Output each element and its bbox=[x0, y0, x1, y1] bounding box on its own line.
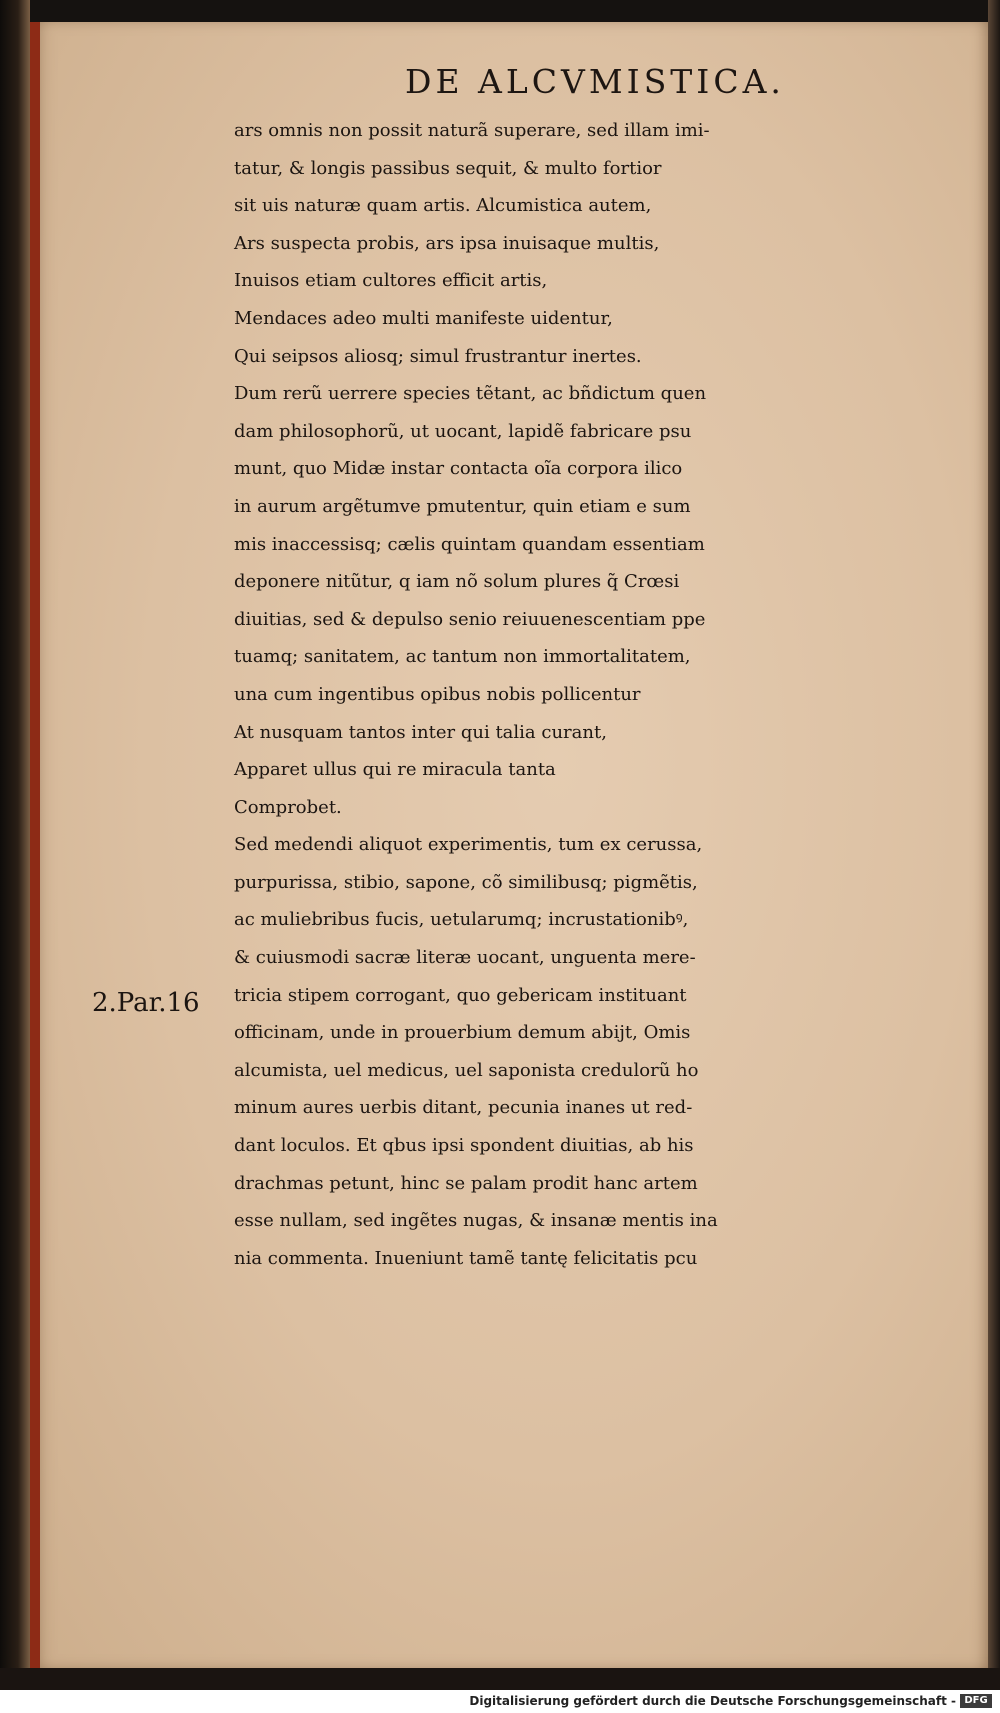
text-line: ars omnis non possit naturã superare, sed illam imi- bbox=[234, 120, 710, 141]
text-line: At nusquam tantos inter qui talia curant, bbox=[234, 721, 607, 743]
footer-credit: Digitalisierung gefördert durch die Deutsche Forschungsgemeinschaft - bbox=[469, 1694, 956, 1708]
book-edge-bottom bbox=[0, 1668, 1000, 1690]
text-line: tatur, & longis passibus sequit, & multo fortior bbox=[234, 157, 662, 179]
dfg-logo: DFG bbox=[960, 1694, 992, 1708]
marginal-note: 2.Par.16 bbox=[92, 988, 200, 1018]
body-text bbox=[234, 112, 974, 1277]
text-line: Inuisos etiam cultores efficit artis, bbox=[234, 270, 548, 292]
text-line: Sed medendi aliquot experimentis, tum ex cerussa, bbox=[234, 834, 703, 856]
text-line: esse nullam, sed ingẽtes nugas, & insanæ mentis ina bbox=[234, 1210, 718, 1232]
text-line: nia commenta. Inueniunt tamẽ tantę felicitatis pcu bbox=[234, 1247, 698, 1269]
text-line: Qui seipsos aliosq; simul frustrantur inertes. bbox=[234, 345, 642, 367]
book-edge-right bbox=[988, 0, 1000, 1690]
text-line: officinam, unde in prouerbium demum abijt, Omis bbox=[234, 1022, 691, 1044]
book-edge-left bbox=[0, 0, 30, 1690]
text-line: in aurum argẽtumve pmutentur, quin etiam e sum bbox=[234, 495, 691, 517]
text-line: tuamq; sanitatem, ac tantum non immortalitatem, bbox=[234, 646, 691, 668]
text-line: purpurissa, stibio, sapone, cõ similibusq; pigmẽtis, bbox=[234, 871, 698, 893]
text-line: minum aures uerbis ditant, pecunia inanes ut red- bbox=[234, 1097, 693, 1119]
binding-strip bbox=[30, 22, 40, 1668]
text-line: Dum rerũ uerrere species tẽtant, ac bñdictum quen bbox=[234, 383, 707, 405]
text-line: una cum ingentibus opibus nobis pollicentur bbox=[234, 683, 641, 705]
text-line: deponere nitũtur, q iam nõ solum plures q̃ Crœsi bbox=[234, 571, 680, 593]
book-edge-top bbox=[0, 0, 1000, 22]
text-line: dam philosophorũ, ut uocant, lapidẽ fabricare psu bbox=[234, 420, 692, 442]
text-line: mis inaccessisq; cælis quintam quandam essentiam bbox=[234, 533, 705, 555]
text-line: Mendaces adeo multi manifeste uidentur, bbox=[234, 307, 613, 329]
text-line: Apparet ullus qui re miracula tanta bbox=[234, 759, 556, 781]
running-head: DE ALCVMISTICA. bbox=[405, 62, 785, 101]
text-line: alcumista, uel medicus, uel saponista credulorũ ho bbox=[234, 1059, 699, 1081]
text-line: ac muliebribus fucis, uetularumq; incrustationibꝰ, bbox=[234, 909, 689, 931]
text-line: Comprobet. bbox=[234, 796, 342, 818]
text-line: drachmas petunt, hinc se palam prodit hanc artem bbox=[234, 1172, 698, 1194]
text-line: dant loculos. Et qbus ipsi spondent diuitias, ab his bbox=[234, 1135, 694, 1157]
text-line: sit uis naturæ quam artis. Alcumistica autem, bbox=[234, 195, 652, 217]
text-line: tricia stipem corrogant, quo gebericam instituant bbox=[234, 984, 687, 1006]
text-line: diuitias, sed & depulso senio reiuuenescentiam ppe bbox=[234, 608, 706, 630]
text-line: munt, quo Midæ instar contacta oĩa corpora ilico bbox=[234, 458, 683, 480]
text-line: Ars suspecta probis, ars ipsa inuisaque multis, bbox=[234, 232, 660, 254]
text-line: & cuiusmodi sacræ literæ uocant, unguenta mere- bbox=[234, 947, 696, 969]
